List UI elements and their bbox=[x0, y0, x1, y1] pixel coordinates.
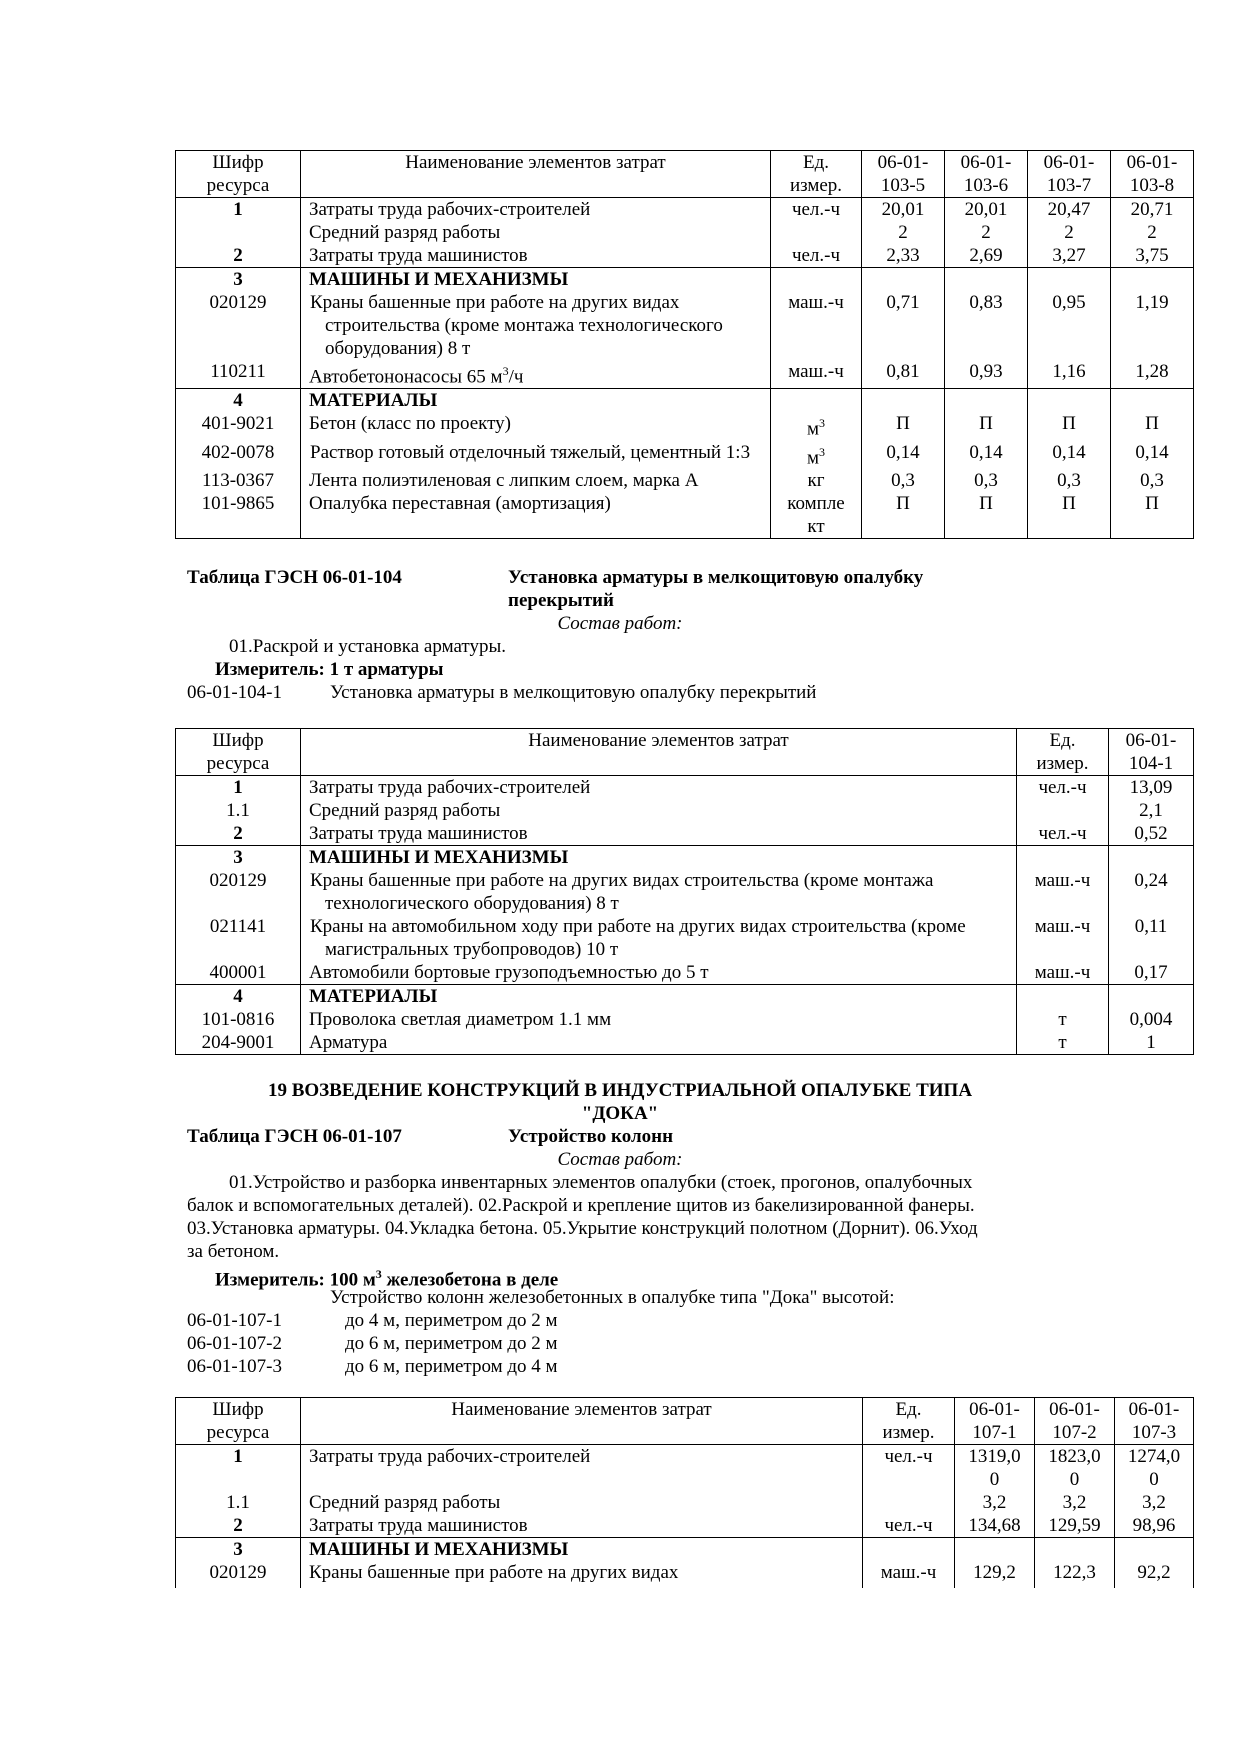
composition-label-104: Состав работ: bbox=[557, 613, 683, 634]
header-norm-col: 06-01- 103-7 bbox=[1028, 151, 1111, 198]
table-title-104-cont: перекрытий bbox=[508, 590, 614, 611]
composition-text-104: 01.Раскрой и установка арматуры. bbox=[229, 636, 506, 657]
table-label-107: Таблица ГЭСН 06-01-107 bbox=[187, 1126, 402, 1147]
table-row: 101-9865 Опалубка переставная (амортизация) компле кт П П П П bbox=[176, 492, 1194, 539]
item-code-104-1: 06-01-104-1 bbox=[187, 682, 282, 703]
item-text-107-2: до 6 м, периметром до 2 м bbox=[345, 1333, 558, 1354]
table-group-row: 3 МАШИНЫ И МЕХАНИЗМЫ bbox=[176, 1538, 1194, 1562]
table-row: 1.1 Средний разряд работы 2,1 bbox=[176, 799, 1194, 822]
table-header-row bbox=[176, 151, 1194, 198]
composition-line-2: балок и вспомогательных деталей). 02.Раскрой и крепление щитов из бакелизированной фанеры. bbox=[187, 1195, 975, 1216]
table-row: 020129 Краны башенные при работе на других видах строительства (кроме монтажа технологического оборудования) 8 т маш.-ч 0,71 0,83 0,95 1,19 bbox=[176, 291, 1194, 360]
table-header-row: Шифр ресурса Наименование элементов затрат Ед. измер. 06-01- 107-1 06-01- 107-2 06-01- 107-3 bbox=[176, 1398, 1194, 1445]
table-row: 204-9001 Арматура т 1 bbox=[176, 1031, 1194, 1055]
header-element-name: Наименование элементов затрат bbox=[301, 151, 771, 198]
table-row: 1 2 Затраты труда рабочих-строителей Средний разряд работы Затраты труда машинистов чел.-ч чел.-ч 20,01 2 2,33 20,01 2 2,69 20,47 2 3,27 20,71 2 3,75 bbox=[176, 198, 1194, 268]
resource-table-103 bbox=[175, 150, 1194, 539]
header-norm-col: 06-01- 103-6 bbox=[945, 151, 1028, 198]
resource-table-104 bbox=[175, 728, 1194, 1055]
table-title-107: Устройство колонн bbox=[508, 1126, 674, 1147]
composition-line-3: 03.Установка арматуры. 04.Укладка бетона. 05.Укрытие конструкций полотном (Дорнит). 06.Уход bbox=[187, 1218, 978, 1239]
item-text-104-1: Установка арматуры в мелкощитовую опалубку перекрытий bbox=[330, 682, 817, 703]
table-title-104: Установка арматуры в мелкощитовую опалубку bbox=[508, 567, 924, 588]
header-resource-code: Шифр ресурса bbox=[176, 151, 301, 198]
item-text-107-3: до 6 м, периметром до 4 м bbox=[345, 1356, 558, 1377]
table-row: 1.1 Средний разряд работы 3,2 3,2 3,2 bbox=[176, 1491, 1194, 1514]
table-group-row: 4 МАТЕРИАЛЫ bbox=[176, 985, 1194, 1009]
header-norm-col: 06-01- 103-5 bbox=[862, 151, 945, 198]
header-norm-col: 06-01- 103-8 bbox=[1111, 151, 1194, 198]
item-text-107-1: до 4 м, периметром до 2 м bbox=[345, 1310, 558, 1331]
table-row: 021141 Краны на автомобильном ходу при работе на других видах строительства (кроме магистральных трубопроводов) 10 т маш.-ч 0,11 bbox=[176, 915, 1194, 961]
table-row: 1 Затраты труда рабочих-строителей чел.-ч 13,09 bbox=[176, 776, 1194, 800]
table-row: 113-0367 Лента полиэтиленовая с липким слоем, марка А кг 0,3 0,3 0,3 0,3 bbox=[176, 469, 1194, 492]
table-row: 1 Затраты труда рабочих-строителей чел.-ч 1319,0 0 1823,0 0 1274,0 0 bbox=[176, 1445, 1194, 1492]
resource-table-107 bbox=[175, 1397, 1194, 1588]
table-row: 401-9021 Бетон (класс по проекту) $м^3$ П П П П bbox=[176, 412, 1194, 440]
item-code-107-1: 06-01-107-1 bbox=[187, 1310, 282, 1331]
measure-107: Измеритель: 100 $м^3$ железобетона в деле bbox=[215, 1267, 559, 1291]
table-label-104: Таблица ГЭСН 06-01-104 bbox=[187, 567, 402, 588]
table-row: 2 Затраты труда машинистов чел.-ч 134,68 129,59 98,96 bbox=[176, 1514, 1194, 1538]
table-group-row: 3 МАШИНЫ И МЕХАНИЗМЫ bbox=[176, 268, 1194, 292]
table-row: 400001 Автомобили бортовые грузоподъемностью до 5 т маш.-ч 0,17 bbox=[176, 961, 1194, 985]
section-heading-19: 19 ВОЗВЕДЕНИЕ КОНСТРУКЦИЙ В ИНДУСТРИАЛЬНОЙ ОПАЛУБКЕ ТИПА bbox=[267, 1080, 973, 1101]
composition-line-1: 01.Устройство и разборка инвентарных элементов опалубки (стоек, прогонов, опалубочных bbox=[229, 1172, 973, 1193]
composition-line-4: за бетоном. bbox=[187, 1241, 280, 1262]
table-row: 2 Затраты труда машинистов чел.-ч 0,52 bbox=[176, 822, 1194, 846]
section-heading-19-cont: "ДОКА" bbox=[581, 1103, 659, 1124]
composition-label-107: Состав работ: bbox=[557, 1149, 683, 1170]
table-row: 020129 Краны башенные при работе на других видах строительства (кроме монтажа технологического оборудования) 8 т маш.-ч 0,24 bbox=[176, 869, 1194, 915]
items-intro-107: Устройство колонн железобетонных в опалубке типа "Дока" высотой: bbox=[330, 1287, 895, 1308]
table-row: 020129 Краны башенные при работе на других видах маш.-ч 129,2 122,3 92,2 bbox=[176, 1561, 1194, 1588]
table-group-row: 4 МАТЕРИАЛЫ bbox=[176, 389, 1194, 413]
item-code-107-3: 06-01-107-3 bbox=[187, 1356, 282, 1377]
table-row: 402-0078 Раствор готовый отделочный тяжелый, цементный 1:3 $м^3$ 0,14 0,14 0,14 0,14 bbox=[176, 441, 1194, 469]
measure-104: Измеритель: 1 т арматуры bbox=[215, 659, 444, 680]
table-row: 110211 Автобетононасосы 65 $м^3/ч$ маш.-ч 0,81 0,93 1,16 1,28 bbox=[176, 360, 1194, 389]
table-group-row: 3 МАШИНЫ И МЕХАНИЗМЫ bbox=[176, 846, 1194, 870]
header-unit: Ед. измер. bbox=[771, 151, 862, 198]
table-row: 101-0816 Проволока светлая диаметром 1.1 мм т 0,004 bbox=[176, 1008, 1194, 1031]
table-header-row: Шифр ресурса Наименование элементов затрат Ед. измер. 06-01- 104-1 bbox=[176, 729, 1194, 776]
item-code-107-2: 06-01-107-2 bbox=[187, 1333, 282, 1354]
